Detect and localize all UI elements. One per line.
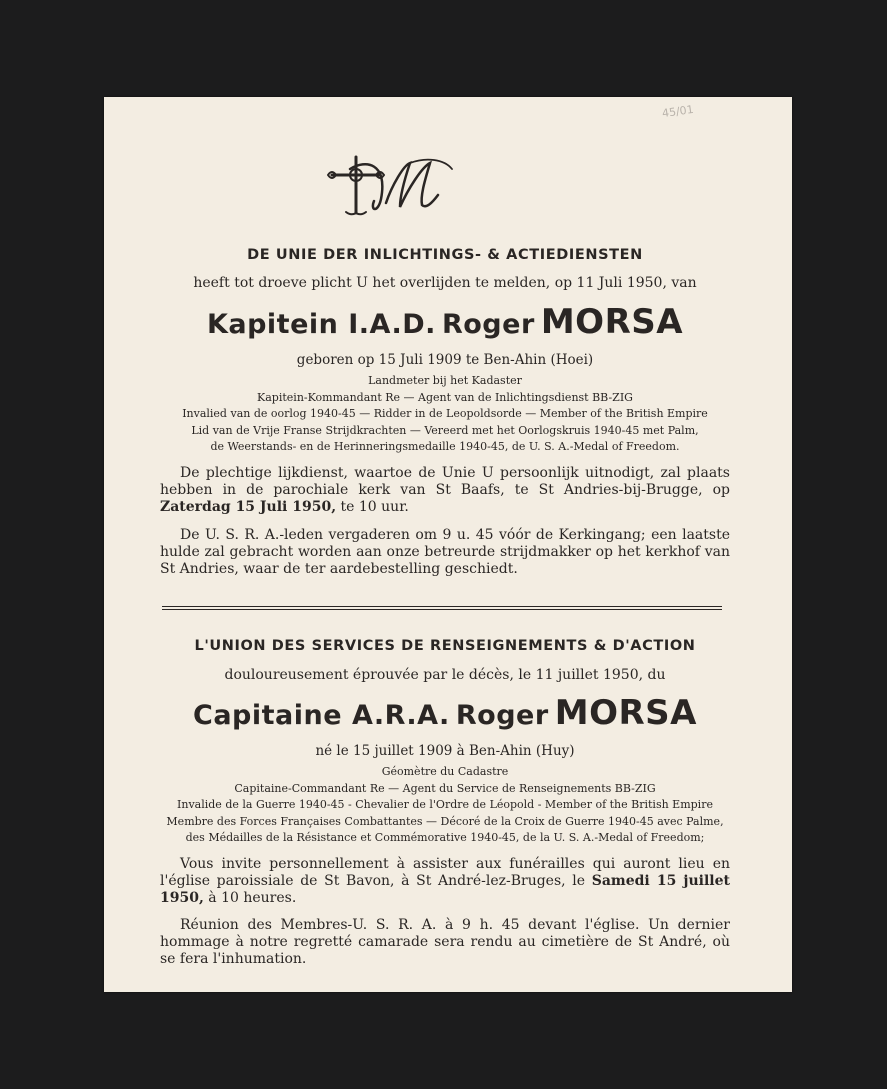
french-deceased-name: [160, 693, 730, 733]
dutch-honour-line: de Weerstands- en de Herinneringsmedaille 1940-45, de U. S. A.-Medal of Freedom.: [210, 440, 680, 453]
dutch-name-title: Kapitein I.A.D.: [206, 309, 436, 340]
french-honour-line: Géomètre du Cadastre: [381, 765, 509, 778]
french-intro: douloureusement éprouvée par le décès, le 11 juillet 1950, du: [224, 667, 666, 683]
french-funeral-date: Samedi 15 juillet 1950,: [160, 873, 730, 906]
french-name-last: MORSA: [554, 693, 697, 733]
dutch-birth-line: geboren op 15 Juli 1909 te Ben-Ahin (Hoei): [296, 352, 594, 368]
dutch-honour-line: Landmeter bij het Kadaster: [368, 374, 522, 387]
cross-monogram-icon: [326, 155, 456, 219]
dutch-honours: [160, 373, 730, 456]
dutch-name-last: MORSA: [540, 302, 684, 342]
french-honour-line: Membre des Forces Françaises Combattantes — Décoré de la Croix de Guerre 1940-45 avec Palme,: [166, 814, 724, 828]
dutch-honour-line: Lid van de Vrije Franse Strijdkrachten — Vereerd met het Oorlogskruis 1940-45 met Palm,: [191, 423, 699, 437]
french-honours: [160, 764, 730, 847]
french-funeral-paragraph: [160, 856, 730, 907]
french-meeting-paragraph: Réunion des Membres-U. S. R. A. à 9 h. 45 devant l'église. Un dernier hommage à notre regretté camarade sera rendu au cimetière de St André, où se fera l'inhumation.: [160, 917, 730, 967]
dutch-org-heading: DE UNIE DER INLICHTINGS- & ACTIEDIENSTEN: [247, 247, 643, 263]
french-name-first: Roger: [455, 700, 549, 731]
french-honour-line: des Médailles de la Résistance et Commémorative 1940-45, de la U. S. A.-Medal of Freedom;: [185, 831, 705, 844]
dutch-name-first: Roger: [441, 309, 535, 340]
section-divider: [162, 606, 722, 610]
french-honour-line: Invalide de la Guerre 1940-45 - Chevalier de l'Ordre de Léopold - Member of the British Empire: [177, 798, 713, 811]
dutch-funeral-date: Zaterdag 15 Juli 1950,: [160, 499, 337, 515]
dutch-funeral-text: De plechtige lijkdienst, waartoe de Unie U persoonlijk uitnodigt, zal plaats hebben in de parochiale kerk van St Baafs, te St Andries-bij-Brugge, op: [160, 465, 730, 498]
dutch-honour-line: Kapitein-Kommandant Re — Agent van de Inlichtingsdienst BB-ZIG: [257, 390, 633, 404]
memorial-card: [104, 97, 792, 992]
french-funeral-text: Vous invite personnellement à assister aux funérailles qui auront lieu en l'église paroissiale de St Bavon, à St André-lez-Bruges, le: [160, 856, 730, 889]
dutch-funeral-paragraph: [160, 465, 730, 516]
french-org-heading: L'UNION DES SERVICES DE RENSEIGNEMENTS & D'ACTION: [194, 638, 696, 654]
dutch-honour-line: Invalied van de oorlog 1940-45 — Ridder in de Leopoldsorde — Member of the British Empire: [182, 407, 708, 420]
pencil-note: 45/01: [661, 102, 695, 121]
french-birth-line: né le 15 juillet 1909 à Ben-Ahin (Huy): [315, 743, 575, 759]
dutch-intro: heeft tot droeve plicht U het overlijden te melden, op 11 Juli 1950, van: [193, 275, 697, 291]
french-name-title: Capitaine A.R.A.: [193, 700, 450, 731]
french-funeral-time: à 10 heures.: [208, 890, 297, 906]
dutch-funeral-time: te 10 uur.: [340, 499, 409, 515]
dutch-meeting-paragraph: De U. S. R. A.-leden vergaderen om 9 u. 45 vóór de Kerkingang; een laatste hulde zal gebracht worden aan onze betreurde strijdmakker op het kerkhof van St Andries, waar de ter aardebestelling geschiedt.: [160, 527, 730, 577]
dutch-deceased-name: [160, 302, 730, 342]
french-honour-line: Capitaine-Commandant Re — Agent du Service de Renseignements BB-ZIG: [234, 781, 656, 795]
